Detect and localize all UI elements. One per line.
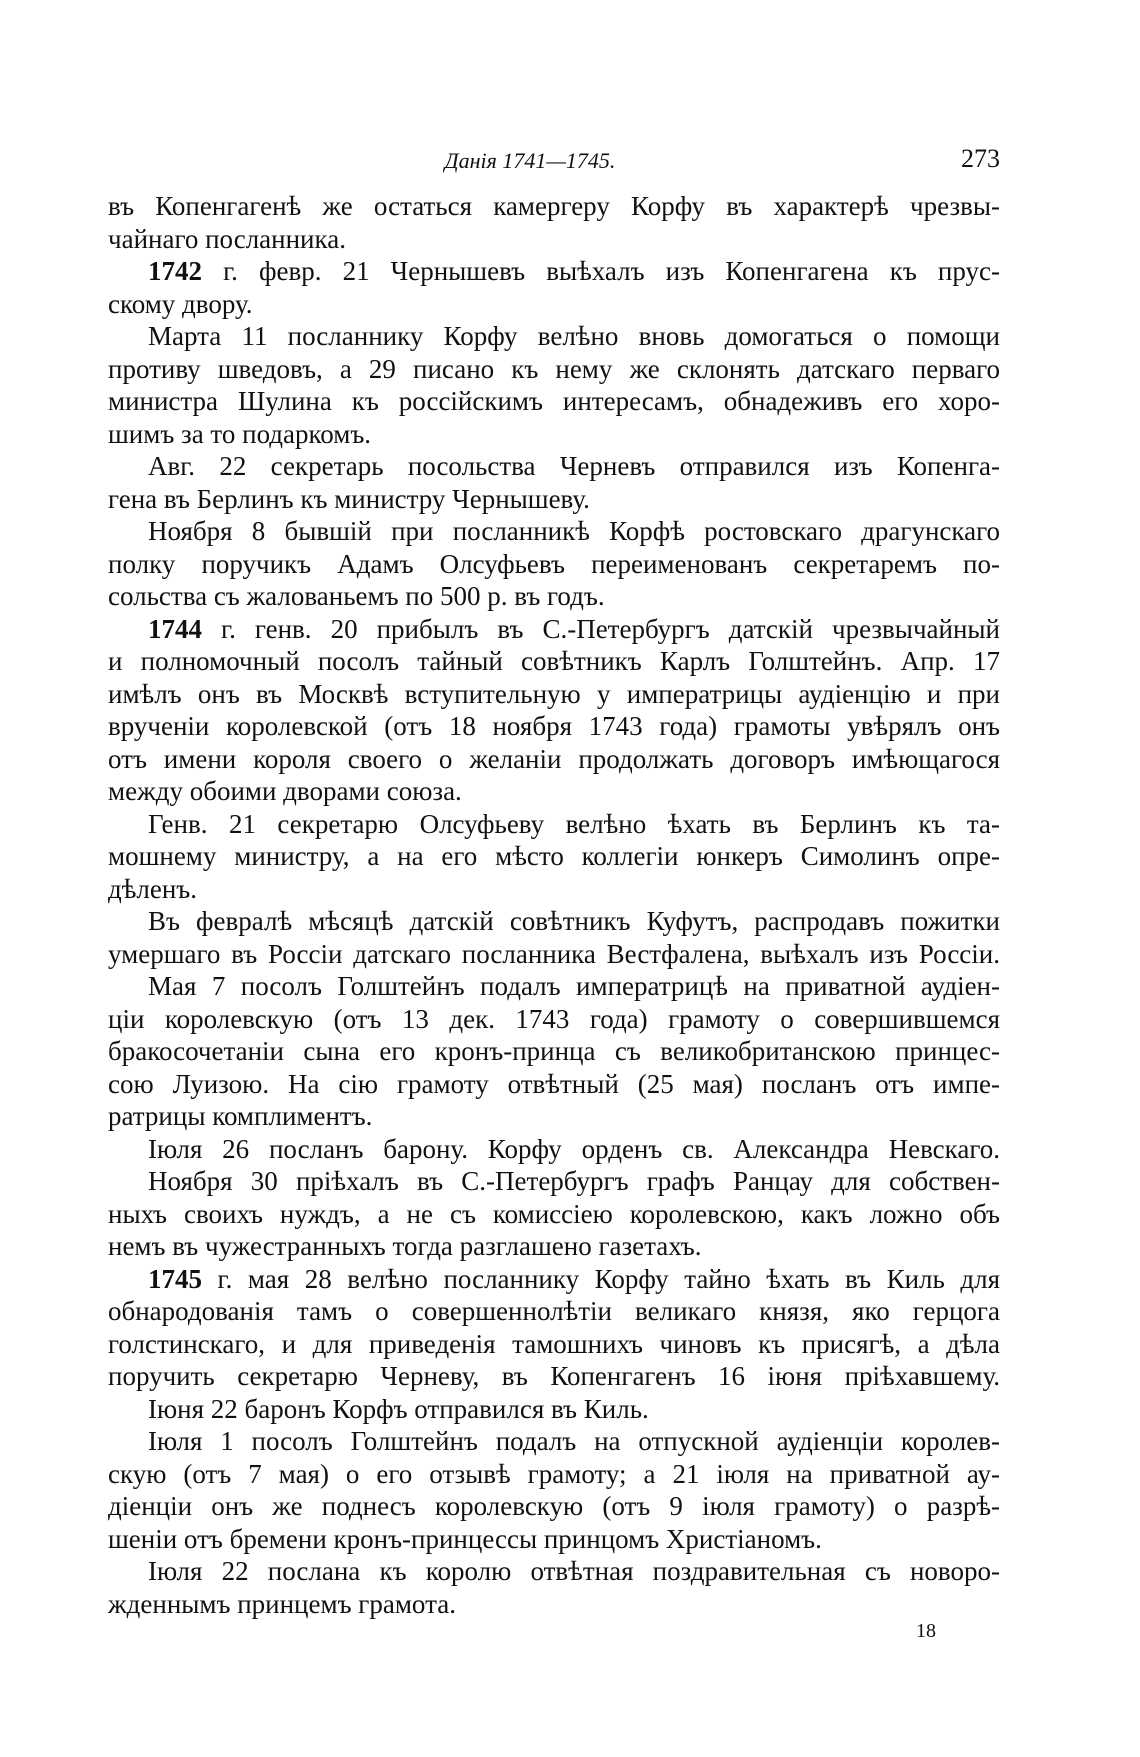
text-line bbox=[108, 1328, 1000, 1361]
running-header: Данія 1741—1745. bbox=[444, 148, 616, 173]
text-line bbox=[108, 1263, 1000, 1296]
line-text: Іюля 26 посланъ барону. Корфу орденъ св. Александра Невскаго. bbox=[148, 1133, 1000, 1164]
line-text: мошнему министру, а на его мѣсто коллегіи юнкеръ Симолинъ опре- bbox=[108, 841, 1000, 871]
text-line bbox=[108, 613, 1000, 646]
line-text: имѣлъ онъ въ Москвѣ вступительную у императрицы аудіенцію и при bbox=[108, 678, 1000, 709]
year-heading: 1744 bbox=[148, 613, 202, 644]
line-text: Ноября 8 бывшій при посланникѣ Корфѣ ростовскаго драгунскаго bbox=[148, 516, 1000, 546]
text-line bbox=[108, 808, 1000, 841]
text-line bbox=[108, 1035, 1000, 1068]
text-line bbox=[108, 1458, 1000, 1491]
text-line bbox=[108, 775, 1000, 808]
text-line bbox=[108, 840, 1000, 873]
text-line bbox=[108, 1393, 1000, 1426]
text-line bbox=[108, 1555, 1000, 1588]
text-line bbox=[108, 450, 1000, 483]
line-text: сою Луизою. На сію грамоту отвѣтный (25 мая) посланъ отъ импе- bbox=[108, 1068, 1000, 1099]
line-text: между обоими дворами союза. bbox=[108, 776, 462, 806]
line-text: гена въ Берлинъ къ министру Чернышеву. bbox=[108, 483, 590, 514]
text-line bbox=[108, 1360, 1000, 1393]
line-text: министра Шулина къ россійскимъ интересамъ, обнадеживъ его хоро- bbox=[108, 386, 1000, 416]
line-text: скому двору. bbox=[108, 288, 253, 319]
text-line bbox=[108, 938, 1000, 971]
line-text: противу шведовъ, а 29 писано къ нему же склонять датскаго перваго bbox=[108, 353, 1000, 384]
line-text: жденнымъ принцемъ грамота. bbox=[108, 1588, 456, 1619]
text-line bbox=[108, 483, 1000, 516]
line-text: Іюня 22 баронъ Корфъ отправился въ Киль. bbox=[148, 1393, 649, 1424]
text-line bbox=[108, 1100, 1000, 1133]
line-text: обнародованія тамъ о совершеннолѣтіи великаго князя, яко герцога bbox=[108, 1296, 1000, 1326]
line-text: діенціи онъ же поднесъ королевскую (отъ 9 іюля грамоту) о разрѣ- bbox=[108, 1491, 1000, 1521]
line-text: отъ имени короля своего о желаніи продолжать договоръ имѣющагося bbox=[108, 743, 1000, 774]
text-line bbox=[108, 288, 1000, 321]
line-text: Ноября 30 пріѣхалъ въ С.-Петербургъ графъ Ранцау для собствен- bbox=[148, 1166, 1000, 1196]
text-line bbox=[108, 353, 1000, 386]
text-line bbox=[108, 255, 1000, 288]
year-heading: 1742 bbox=[148, 256, 202, 286]
body-text bbox=[108, 190, 1000, 1620]
text-line bbox=[108, 1133, 1000, 1166]
text-line bbox=[108, 1003, 1000, 1036]
line-text: Іюля 1 посолъ Голштейнъ подалъ на отпускной аудіенціи королев- bbox=[148, 1426, 1000, 1456]
line-text: Марта 11 посланнику Корфу велѣно вновь домогаться о помощи bbox=[148, 321, 1000, 351]
text-line bbox=[108, 710, 1000, 743]
text-line bbox=[108, 743, 1000, 776]
text-line bbox=[108, 548, 1000, 581]
text-line bbox=[108, 1523, 1000, 1556]
text-line bbox=[108, 580, 1000, 613]
line-text: Мая 7 посолъ Голштейнъ подалъ императрицѣ на приватной аудіен- bbox=[148, 971, 1000, 1001]
line-text: г. февр. 21 Чернышевъ выѣхалъ изъ Копенгагена къ прус- bbox=[202, 256, 1000, 286]
text-line bbox=[108, 873, 1000, 906]
page-number: 273 bbox=[961, 144, 1000, 173]
text-line bbox=[108, 1165, 1000, 1198]
text-line bbox=[108, 1198, 1000, 1231]
text-line bbox=[108, 905, 1000, 938]
line-text: Въ февралѣ мѣсяцѣ датскій совѣтникъ Куфутъ, распродавъ пожитки bbox=[148, 906, 1000, 936]
line-text: ціи королевскую (отъ 13 дек. 1743 года) грамоту о совершившемся bbox=[108, 1003, 1000, 1034]
text-line bbox=[108, 1588, 1000, 1621]
text-line bbox=[108, 678, 1000, 711]
text-line bbox=[108, 1230, 1000, 1263]
line-text: бракосочетаніи сына его кронъ-принца съ великобританскою принцес- bbox=[108, 1036, 1000, 1066]
line-text: въ Копенгагенѣ же остаться камергеру Корфу въ характерѣ чрезвы- bbox=[108, 191, 1000, 221]
year-heading: 1745 bbox=[148, 1263, 202, 1294]
line-text: шимъ за то подаркомъ. bbox=[108, 418, 372, 449]
line-text: умершаго въ Россіи датскаго посланника Вестфалена, выѣхалъ изъ Россіи. bbox=[108, 938, 1000, 969]
line-text: Генв. 21 секретарю Олсуфьеву велѣно ѣхать въ Берлинъ къ та- bbox=[148, 808, 1000, 839]
line-text: и полномочный посолъ тайный совѣтникъ Карлъ Голштейнъ. Апр. 17 bbox=[108, 646, 1000, 676]
text-line bbox=[108, 1425, 1000, 1458]
text-line bbox=[108, 1068, 1000, 1101]
text-line bbox=[108, 418, 1000, 451]
line-text: Авг. 22 секретарь посольства Черневъ отправился изъ Копенга- bbox=[148, 451, 1000, 481]
line-text: Іюля 22 послана къ королю отвѣтная поздравительная съ новоро- bbox=[148, 1556, 1000, 1586]
text-line bbox=[108, 515, 1000, 548]
signature-mark: 18 bbox=[916, 1620, 936, 1642]
text-line bbox=[108, 223, 1000, 256]
text-line bbox=[108, 1295, 1000, 1328]
line-text: голстинскаго, и для приведенія тамошнихъ чиновъ къ присягѣ, а дѣла bbox=[108, 1328, 1000, 1359]
text-line bbox=[108, 970, 1000, 1003]
line-text: чайнаго посланника. bbox=[108, 223, 346, 254]
text-line bbox=[108, 645, 1000, 678]
text-line bbox=[108, 320, 1000, 353]
text-line bbox=[108, 385, 1000, 418]
line-text: дѣленъ. bbox=[108, 873, 198, 904]
line-text: г. мая 28 велѣно посланнику Корфу тайно ѣхать въ Киль для bbox=[202, 1263, 1000, 1294]
line-text: ныхъ своихъ нуждъ, а не съ комиссіею королевскою, какъ ложно объ bbox=[108, 1198, 1000, 1229]
line-text: сольства съ жалованьемъ по 500 р. въ годъ. bbox=[108, 581, 605, 611]
line-text: скую (отъ 7 мая) о его отзывѣ грамоту; а 21 іюля на приватной ау- bbox=[108, 1458, 1000, 1489]
line-text: шеніи отъ бремени кронъ-принцессы принцомъ Христіаномъ. bbox=[108, 1523, 822, 1554]
line-text: полку поручикъ Адамъ Олсуфьевъ переименованъ секретаремъ по- bbox=[108, 548, 1000, 579]
text-line bbox=[108, 190, 1000, 223]
line-text: немъ въ чужестранныхъ тогда разглашено газетахъ. bbox=[108, 1231, 702, 1261]
text-line bbox=[108, 1490, 1000, 1523]
line-text: ратрицы комплиментъ. bbox=[108, 1101, 373, 1131]
line-text: врученіи королевской (отъ 18 ноября 1743 года) грамоты увѣрялъ онъ bbox=[108, 711, 1000, 741]
line-text: поручить секретарю Черневу, въ Копенгагенъ 16 іюня пріѣхавшему. bbox=[108, 1361, 1000, 1391]
line-text: г. генв. 20 прибылъ въ С.-Петербургъ датскій чрезвычайный bbox=[202, 613, 1000, 644]
